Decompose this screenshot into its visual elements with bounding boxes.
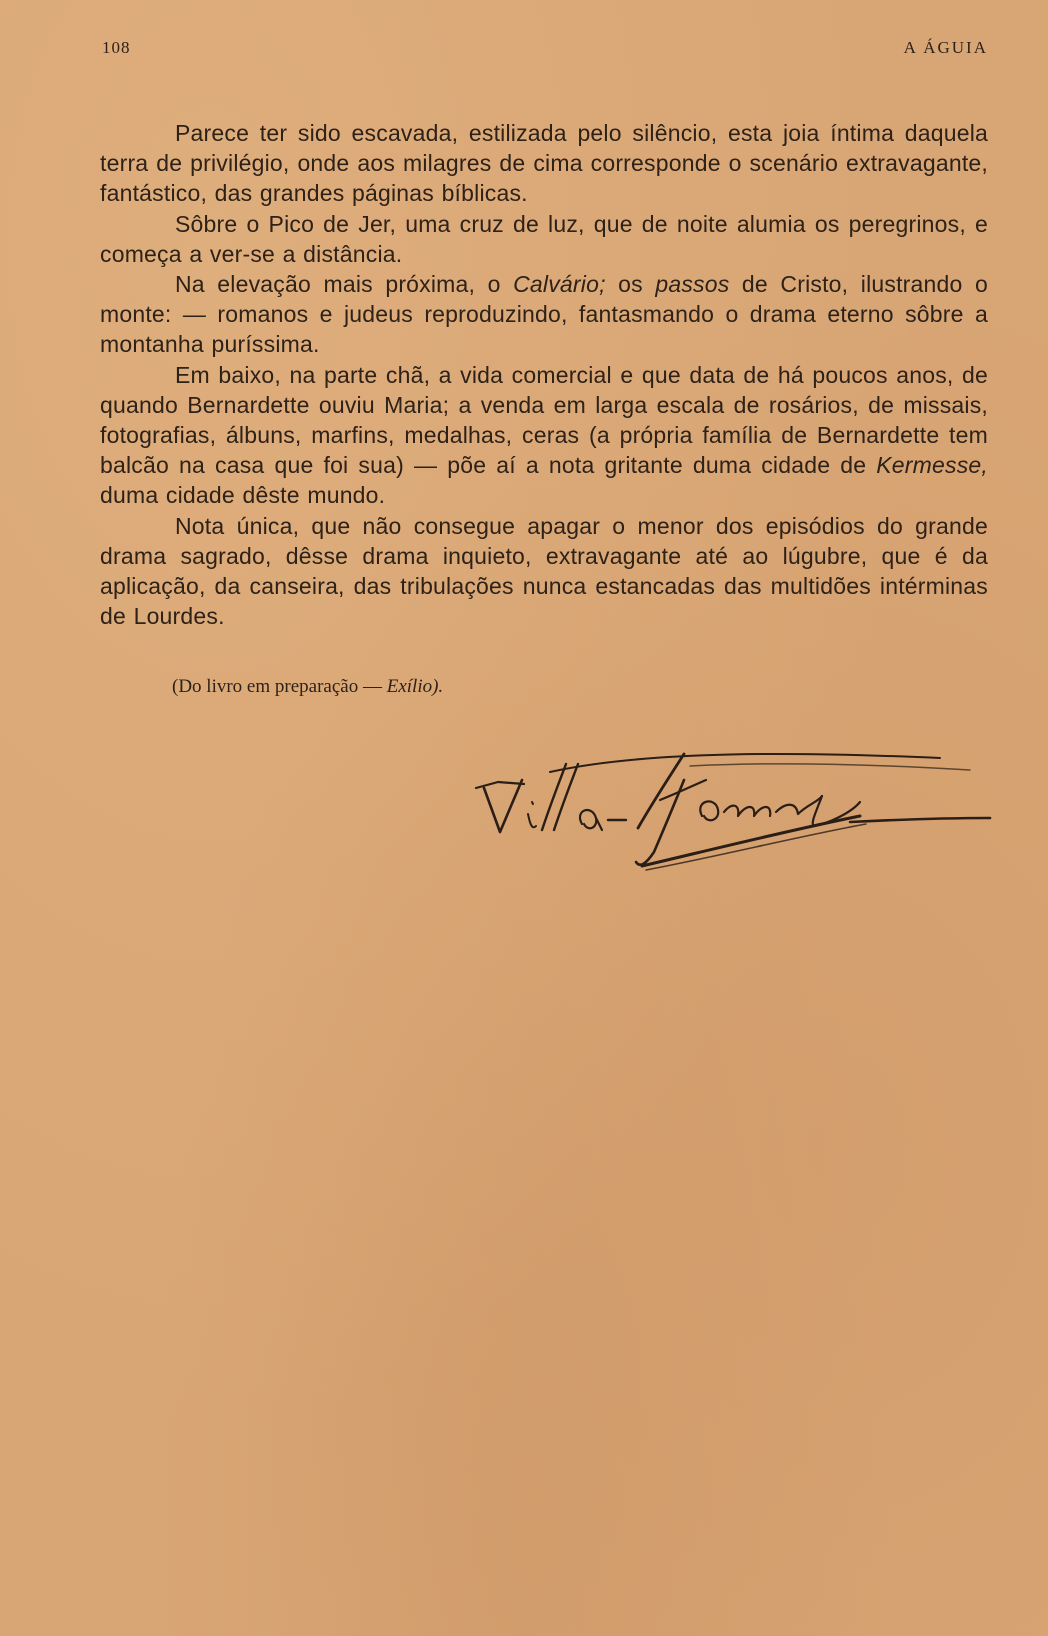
paragraph-3-text: de Cristo, ilustrando o monte: — romanos e judeus reproduzindo, fantasmando o drama eterno sôbre a montanha puríssima. — [100, 271, 988, 358]
passos-term: passos — [655, 271, 730, 298]
calvario-term: Calvário; — [513, 271, 606, 298]
paragraph-5: Nota única, que não consegue apagar o menor dos episódios do grande drama sagrado, dêsse drama inquieto, extravagante até ao lúgubre, que é da aplicação, da canseira, das tribulações nunca estancadas das multidões intérminas de Lourdes. — [100, 512, 988, 630]
paragraph-3-text: Na elevação mais próxima, o — [175, 271, 514, 298]
paragraph-3-text: os — [605, 271, 656, 298]
journal-title: A ÁGUIA — [903, 38, 988, 57]
paragraph-4-text: duma cidade dêste mundo. — [100, 482, 386, 509]
paragraph-4 — [100, 360, 988, 511]
body-text — [100, 118, 988, 631]
paragraph-1: Parece ter sido escavada, estilizada pelo silêncio, esta joia íntima daquela terra de privilégio, onde aos milagres de cima corresponde o scenário extravagante, fantástico, das grandes páginas bíblicas. — [100, 120, 988, 207]
paragraph-3 — [100, 269, 988, 360]
paragraph-4-text: Em baixo, na parte chã, a vida comercial e que data de há poucos anos, de quando Bernardette ouviu Maria; a venda em larga escala de rosários, de missais, fotografias, álbuns, marfins, medalhas, ceras (a própria família de Bernardette tem balcão na casa que foi sua) — põe aí a nota gritante duma cidade de — [100, 361, 988, 479]
running-head — [102, 38, 988, 62]
handwritten-signature — [470, 740, 1000, 910]
source-note — [172, 676, 443, 698]
page-number: 108 — [102, 38, 131, 57]
kermesse-term: Kermesse, — [876, 452, 988, 479]
book-title: Exílio). — [386, 676, 444, 697]
paragraph-2: Sôbre o Pico de Jer, uma cruz de luz, que de noite alumia os peregrinos, e começa a ver-se a distância. — [100, 210, 988, 267]
source-note-text: (Do livro em preparação — — [172, 676, 387, 697]
